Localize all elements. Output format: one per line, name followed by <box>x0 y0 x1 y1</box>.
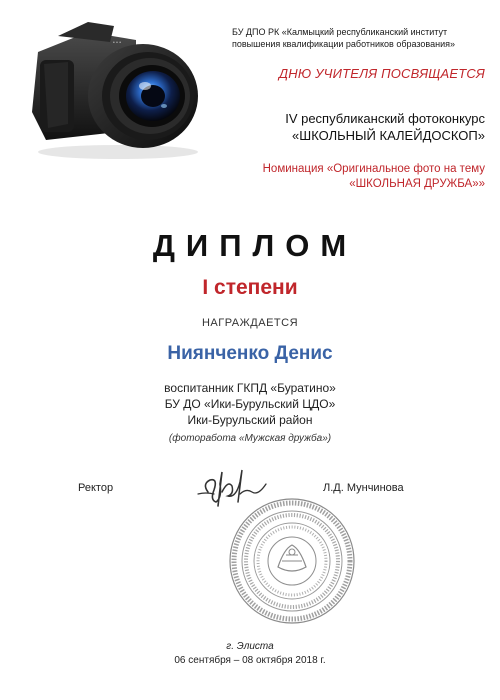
institute-line-2: повышения квалификации работников образования» <box>232 39 455 49</box>
contest-title <box>215 110 485 144</box>
institute-line-1: БУ ДПО РК «Калмыцкий республиканский институт <box>232 27 448 37</box>
diploma-title: ДИПЛОМ <box>152 228 358 263</box>
signer-role: Ректор <box>78 482 114 494</box>
description-line-1: воспитанник ГКПД «Буратино» <box>164 381 336 395</box>
official-seal <box>226 495 358 627</box>
footer-dates: 06 сентября – 08 октября 2018 г. <box>174 655 326 666</box>
description-line-3: Ики-Бурульский район <box>187 413 313 427</box>
nomination-line-1: Номинация «Оригинальное фото на тему <box>262 163 485 175</box>
signer-name: Л.Д. Мунчинова <box>323 482 404 494</box>
description-line-2: БУ ДО «Ики-Бурульский ЦДО» <box>164 397 336 411</box>
signature-mark <box>188 462 278 512</box>
dedication-heading: ДНЮ УЧИТЕЛЯ ПОСВЯЩАЕТСЯ <box>278 66 485 81</box>
institute-name <box>232 26 482 50</box>
recipient-description <box>0 380 500 428</box>
contest-line-1: IV республиканский фотоконкурс <box>285 111 485 126</box>
photowork-title: (фоторабота «Мужская дружба») <box>168 433 332 444</box>
awarded-label: НАГРАЖДАЕТСЯ <box>201 317 299 329</box>
nomination-text <box>215 162 485 192</box>
camera-illustration <box>18 12 208 162</box>
footer-city: г. Элиста <box>226 641 274 652</box>
contest-line-2: «ШКОЛЬНЫЙ КАЛЕЙДОСКОП» <box>292 128 485 143</box>
recipient-name: Ниянченко Денис <box>167 343 333 364</box>
nomination-line-2: «ШКОЛЬНАЯ ДРУЖБА»» <box>349 178 485 190</box>
degree-label: I степени <box>202 276 298 299</box>
svg-text:• • •: • • • <box>113 40 122 46</box>
